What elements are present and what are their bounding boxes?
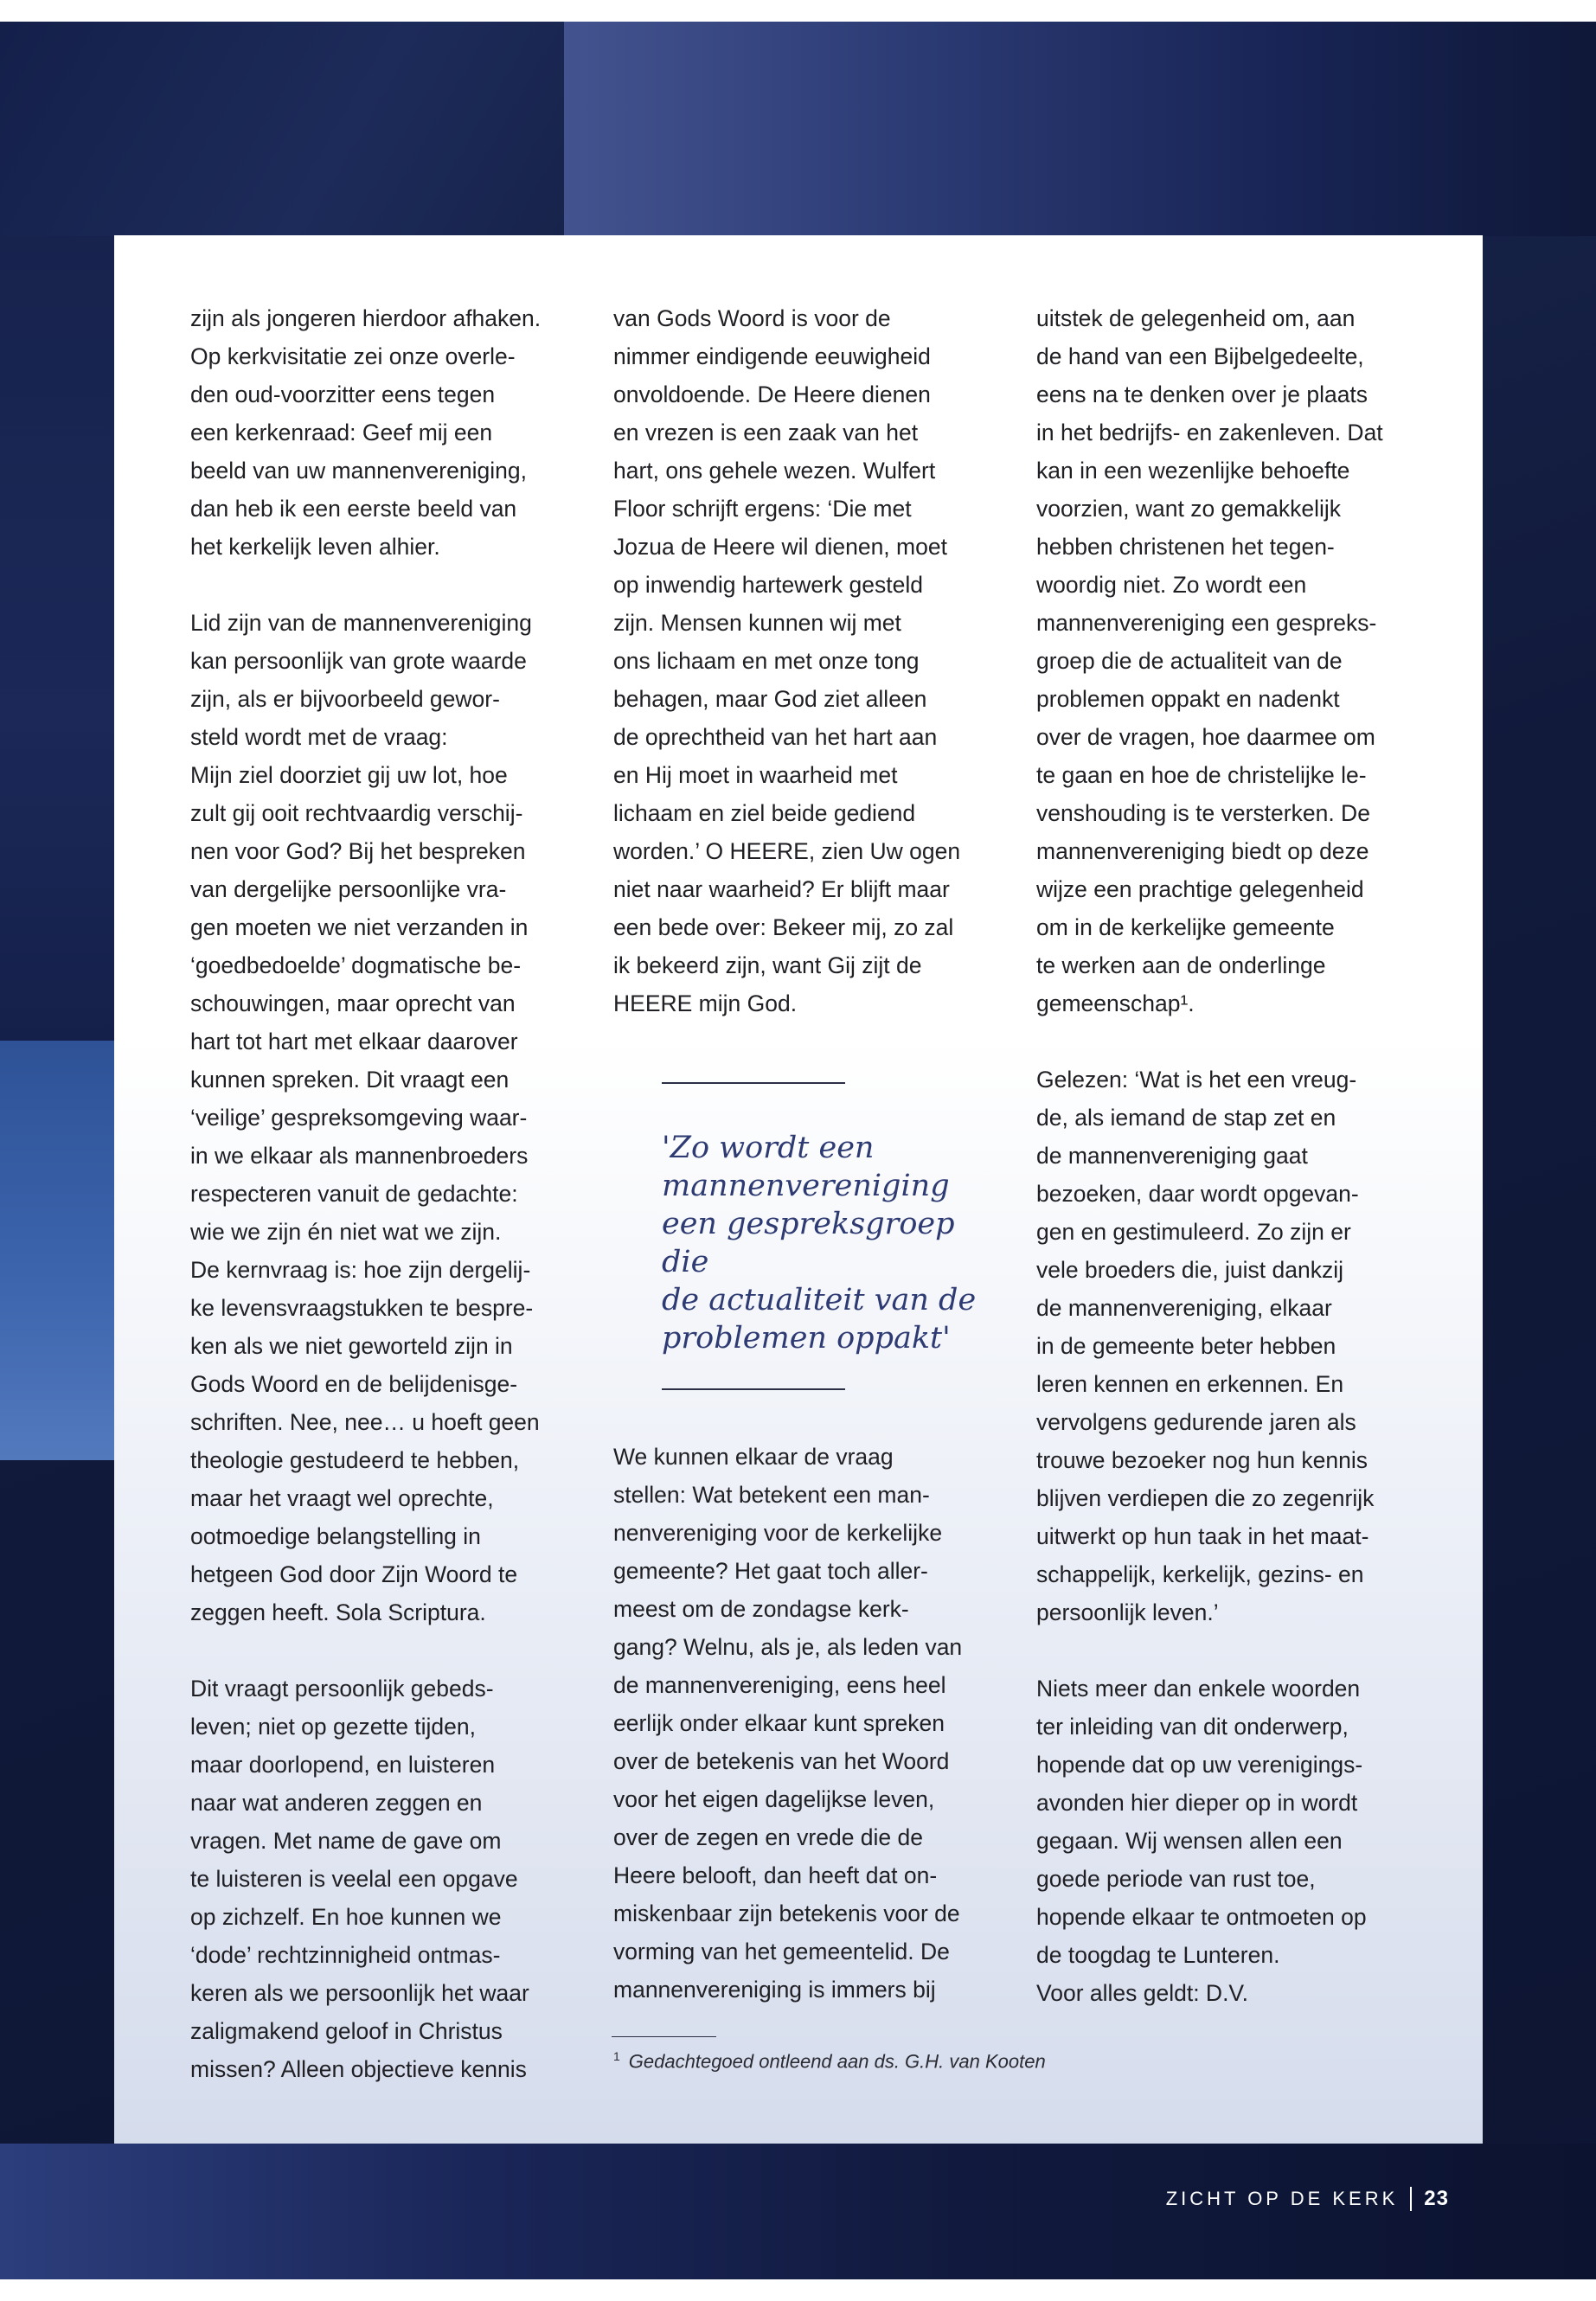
page-number: 23 (1424, 2187, 1449, 2210)
column-1-paragraph-2: Lid zijn van de mannenvereniging kan persoonlijk van grote waarde zijn, als er bijvoorbeeld gewor- steld wordt met de vraag: Mijn ziel doorziet gij uw lot, hoe zult gij ooit rechtvaardig verschij- nen voor God? Bij het bespreken van dergelijke persoonlijke vra- gen moeten we niet verzanden in ‘goedbedoelde’ dogmatische be- schouwingen, maar oprecht van hart tot hart met elkaar daarover kunnen spreken. Dit vraagt een ‘veilige’ gespreksomgeving waar- in we elkaar als mannenbroeders respecteren vanuit de gedachte: wie we zijn én niet wat we zijn. De kernvraag is: hoe zijn dergelij- ke levensvraagstukken te bespre- ken als we niet geworteld zijn in Gods Woord en de belijdenisge- schriften. Nee, nee… u hoeft geen theologie gestudeerd te hebben, maar het vraagt wel oprechte, ootmoedige belangstelling in hetgeen God door Zijn Woord te zeggen heeft. Sola Scriptura. (190, 610, 540, 1625)
background-header-band (564, 22, 1596, 236)
background-footer-band (0, 2144, 1596, 2279)
article-column-1 (190, 299, 571, 2088)
article-column-3 (1036, 299, 1417, 2012)
pull-quote-rule-top (662, 1082, 845, 1084)
column-3-paragraph-1: uitstek de gelegenheid om, aan de hand van een Bijbelgedeelte, eens na te denken over je plaats in het bedrijfs- en zakenleven. Dat kan in een wezenlijke behoefte voorzien, want zo gemakkelijk hebben christenen het tegen- woordig niet. Zo wordt een mannenvereniging een gespreks- groep die de actualiteit van de problemen oppakt en nadenkt over de vragen, hoe daarmee om te gaan en hoe de christelijke le- venshouding is te versterken. De mannenvereniging biedt op deze wijze een prachtige gelegenheid om in de kerkelijke gemeente te werken aan de onderlinge gemeenschap¹. (1036, 305, 1383, 1016)
background-panel-left (0, 236, 114, 1041)
column-1-paragraph-1: zijn als jongeren hierdoor afhaken. Op kerkvisitatie zei onze overle- den oud-voorzitter eens tegen een kerkenraad: Geef mij een beeld van uw mannenvereniging, dan heb ik een eerste beeld van het kerkelijk leven alhier. (190, 305, 542, 560)
column-3-paragraph-3: Niets meer dan enkele woorden ter inleiding van dit onderwerp, hopende dat op uw verenigings- avonden hier dieper op in wordt gegaan. Wij wensen allen een goede periode van rust toe, hopende elkaar te ontmoeten op de toogdag te Lunteren. Voor alles geldt: D.V. (1036, 1676, 1367, 2006)
publication-name: ZICHT OP DE KERK (1165, 2188, 1399, 2209)
footnote-text: Gedachtegoed ontleend aan ds. G.H. van Kooten (628, 2050, 1046, 2073)
running-footer (1166, 2187, 1449, 2211)
footnote (613, 2049, 1046, 2073)
article-column-2 (613, 299, 994, 1022)
pull-quote: 'Zo wordt een mannenvereniging een gespreksgroep die de actualiteit van de problemen oppakt' (662, 1131, 977, 1356)
footer-separator (1410, 2187, 1412, 2211)
column-2-paragraph-1: van Gods Woord is voor de nimmer eindigende eeuwigheid onvoldoende. De Heere dienen en vrezen is een zaak van het hart, ons gehele wezen. Wulfert Floor schrijft ergens: ‘Die met Jozua de Heere wil dienen, moet op inwendig hartewerk gesteld zijn. Mensen kunnen wij met ons lichaam en met onze tong behagen, maar God ziet alleen de oprechtheid van het hart aan en Hij moet in waarheid met lichaam en ziel beide gediend worden.’ O HEERE, zien Uw ogen niet naar waarheid? Er blijft maar een bede over: Bekeer mij, zo zal ik bekeerd zijn, want Gij zijt de HEERE mijn God. (613, 305, 961, 1016)
footnote-rule (612, 2036, 716, 2037)
column-3-paragraph-2: Gelezen: ‘Wat is het een vreug- de, als iemand de stap zet en de mannenvereniging gaat bezoeken, daar wordt opgevan- gen en gestimuleerd. Zo zijn er vele broeders die, juist dankzij de mannenvereniging, elkaar in de gemeente beter hebben leren kennen en erkennen. En vervolgens gedurende jaren als trouwe bezoeker nog hun kennis blijven verdiepen die zo zegenrijk uitwerkt op hun taak in het maat- schappelijk, kerkelijk, gezins- en persoonlijk leven.’ (1036, 1067, 1375, 1625)
background-panel-top-left (0, 22, 564, 236)
column-2-paragraph-2: We kunnen elkaar de vraag stellen: Wat betekent een man- nenvereniging voor de kerkelijke gemeente? Het gaat toch aller- meest om de zondagse kerk- gang? Welnu, als je, als leden van de mannenvereniging, eens heel eerlijk onder elkaar kunt spreken over de betekenis van het Woord voor het eigen dagelijkse leven, over de zegen en vrede die de Heere belooft, dan heeft dat on- miskenbaar zijn betekenis voor de vorming van het gemeentelid. De mannenvereniging is immers bij (613, 1444, 963, 2003)
pull-quote-rule-bottom (662, 1388, 845, 1390)
background-accent-blue (0, 1041, 114, 1460)
column-1-paragraph-3: Dit vraagt persoonlijk gebeds- leven; niet op gezette tijden, maar doorlopend, en luisteren naar wat anderen zeggen en vragen. Met name de gave om te luisteren is veelal een opgave op zichzelf. En hoe kunnen we ‘dode’ rechtzinnigheid ontmas- keren als we persoonlijk het waar zaligmakend geloof in Christus missen? Alleen objectieve kennis (190, 1676, 529, 2082)
footnote-marker: 1 (613, 2049, 620, 2063)
